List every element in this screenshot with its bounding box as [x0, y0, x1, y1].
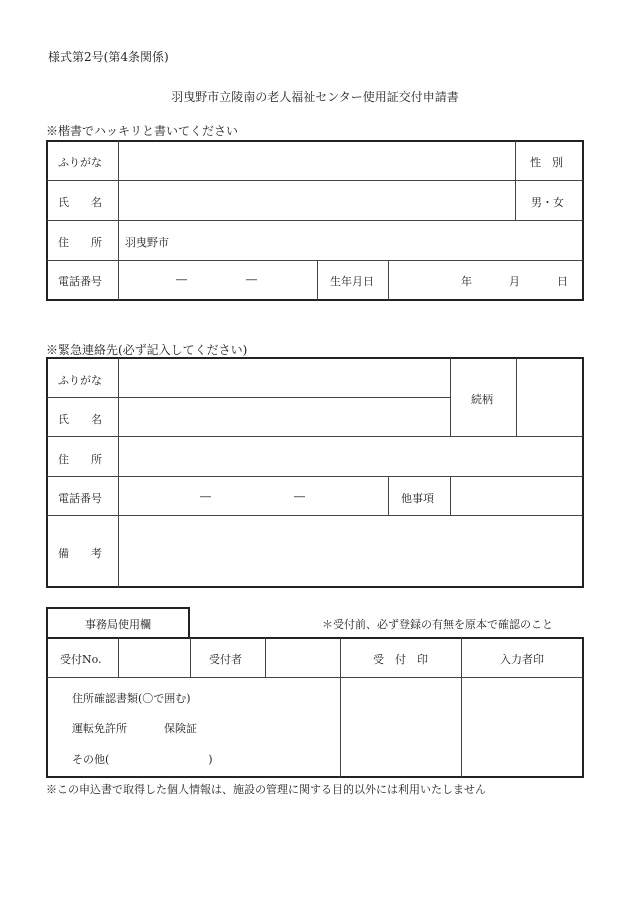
applicant-address-prefix: 羽曳野市: [125, 236, 169, 249]
applicant-furigana-field[interactable]: [120, 142, 514, 179]
reception-no-label: 受付No.: [60, 653, 102, 666]
doc-option-license[interactable]: 運転免許所: [72, 722, 127, 735]
emergency-name-label: 氏 名: [58, 413, 102, 426]
emergency-phone-dash-2: ―: [294, 490, 305, 503]
emergency-phone-dash-1: ―: [200, 490, 211, 503]
emergency-furigana-field[interactable]: [120, 359, 449, 396]
applicant-note: ※楷書でハッキリと書いてください: [46, 124, 239, 138]
birth-day-unit: 日: [557, 275, 568, 288]
applicant-furigana-label: ふりがな: [58, 156, 102, 169]
emergency-address-label: 住 所: [58, 453, 102, 466]
applicant-phone-label: 電話番号: [58, 275, 102, 288]
form-number: 様式第2号(第4条関係): [48, 50, 169, 64]
emergency-note: ※緊急連絡先(必ず記入してください): [46, 343, 248, 357]
reception-stamp-label: 受 付 印: [373, 653, 428, 666]
emergency-remarks-field[interactable]: [120, 517, 582, 586]
applicant-name-field[interactable]: [120, 182, 514, 219]
reception-no-field[interactable]: [120, 639, 189, 676]
applicant-phone-dash-1: ―: [176, 273, 187, 286]
emergency-relation-field[interactable]: [518, 359, 582, 435]
emergency-other-field[interactable]: [452, 478, 582, 514]
office-note: ＊受付前、必ず登録の有無を原本で確認のこと: [322, 618, 553, 631]
form-title: 羽曳野市立陵南の老人福祉センター使用証交付申請書: [171, 90, 459, 104]
birth-month-unit: 月: [509, 275, 520, 288]
applicant-birth-label: 生年月日: [330, 275, 374, 288]
address-doc-label: 住所確認書類(〇で囲む): [72, 692, 191, 705]
office-section-label: 事務局使用欄: [85, 618, 151, 631]
emergency-phone-label: 電話番号: [58, 492, 102, 505]
applicant-birth-field[interactable]: [390, 262, 582, 299]
emergency-furigana-label: ふりがな: [58, 374, 102, 387]
applicant-sex-options[interactable]: 男・女: [531, 196, 564, 209]
reception-stamp-area[interactable]: [342, 679, 460, 776]
applicant-phone-dash-2: ―: [246, 273, 257, 286]
applicant-phone-field[interactable]: [120, 262, 316, 299]
emergency-name-field[interactable]: [120, 399, 449, 435]
emergency-relation-label: 続柄: [471, 393, 493, 406]
input-stamp-label: 入力者印: [500, 653, 544, 666]
doc-option-insurance[interactable]: 保険証: [164, 722, 197, 735]
applicant-address-field[interactable]: [175, 222, 581, 259]
applicant-sex-label: 性 別: [530, 156, 563, 169]
privacy-note: ※この申込書で取得した個人情報は、施設の管理に関する目的以外には利用いたしません: [46, 783, 486, 796]
emergency-phone-field[interactable]: [120, 478, 387, 514]
emergency-address-field[interactable]: [120, 438, 582, 475]
receiver-field[interactable]: [267, 639, 339, 676]
emergency-remarks-label: 備 考: [58, 547, 102, 560]
applicant-address-label: 住 所: [58, 236, 102, 249]
applicant-name-label: 氏 名: [58, 196, 102, 209]
receiver-label: 受付者: [209, 653, 242, 666]
input-stamp-area[interactable]: [463, 679, 582, 776]
doc-option-other[interactable]: その他( ): [72, 753, 213, 766]
birth-year-unit: 年: [461, 275, 472, 288]
emergency-other-label: 他事項: [401, 492, 434, 505]
